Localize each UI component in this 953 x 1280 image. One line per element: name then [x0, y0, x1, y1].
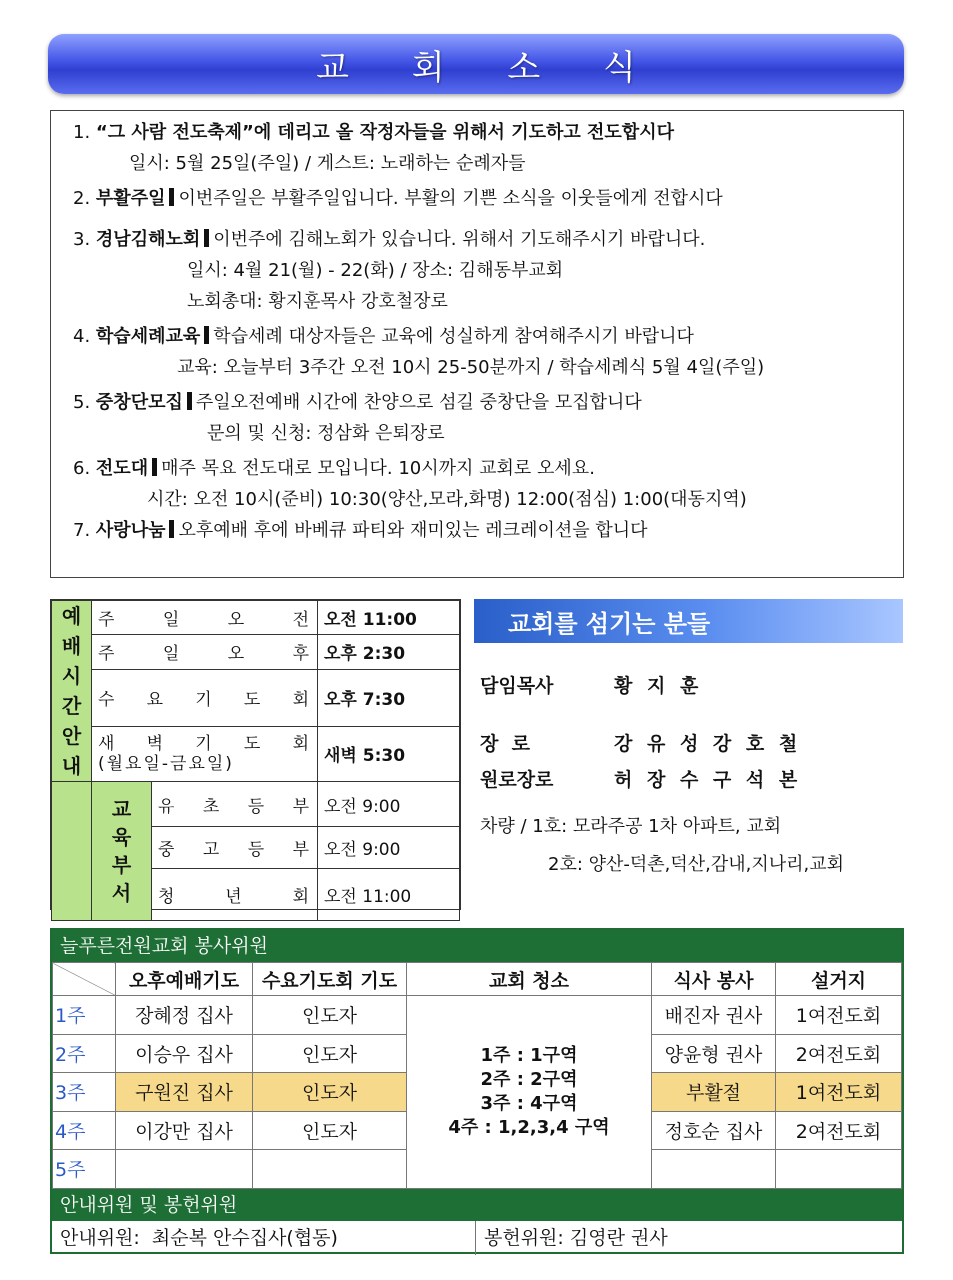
col-header: 설거지 — [776, 963, 902, 996]
cell-wed-prayer: 인도자 — [253, 1111, 407, 1150]
col-header: 수요기도회 기도 — [253, 963, 407, 996]
separator-bar — [187, 392, 192, 410]
guide-title: 안내위원 및 봉헌위원 — [52, 1189, 902, 1221]
news-sub: 문의 및 신청: 정삼화 은퇴장로 — [207, 423, 445, 444]
col-header: 교회 청소 — [407, 963, 652, 996]
separator-bar — [204, 326, 209, 344]
cell-meal: 부활절 — [652, 1073, 776, 1112]
news-text: 오후예배 후에 바베큐 파티와 재미있는 레크레이션을 합니다 — [178, 520, 648, 541]
corner-cell — [53, 963, 116, 996]
news-sub: 일시: 4월 21(월) - 22(화) / 장소: 김해동부교회 — [187, 260, 564, 281]
col-header: 식사 봉사 — [652, 963, 776, 996]
news-banner-title: 교 회 소 식 — [316, 47, 662, 88]
schedule-label: 수 요 기 도 회 — [92, 669, 318, 726]
cell-pm-prayer — [116, 1150, 253, 1189]
schedule-label: 유 초 등 부 — [152, 782, 318, 827]
cell-wed-prayer: 인도자 — [253, 1034, 407, 1073]
cell-dish: 1여전도회 — [776, 996, 902, 1035]
volunteer-table — [52, 962, 902, 1189]
separator-bar — [204, 229, 209, 247]
edu-side-label: 교육부서 — [92, 782, 152, 921]
news-sub: 노회총대: 황지훈목사 강호철장로 — [187, 291, 448, 312]
schedule-label: 주 일 오 전 — [92, 601, 318, 635]
schedule-label: 중 고 등 부 — [152, 827, 318, 869]
volunteer-panel — [50, 928, 904, 1254]
car-route-1: 차량 / 1호: 모라주공 1차 아파트, 교회 — [480, 816, 782, 837]
week-label: 1주 — [53, 996, 116, 1035]
news-text: 이번주일은 부활주일입니다. 부활의 기쁜 소식을 이웃들에게 전합시다 — [178, 188, 723, 209]
news-title: 부활주일 — [95, 188, 166, 209]
cell-pm-prayer: 이승우 집사 — [116, 1034, 253, 1073]
cell-meal: 배진자 권사 — [652, 996, 776, 1035]
cell-pm-prayer: 장혜정 집사 — [116, 996, 253, 1035]
cell-meal: 정호순 집사 — [652, 1111, 776, 1150]
news-item: 4. 학습세례교육 학습세례 대상자들은 교육에 성실하게 참여해주시기 바랍니다 — [73, 326, 694, 347]
cell-wed-prayer — [253, 1150, 407, 1189]
schedule-time: 오전 11:00 — [318, 869, 460, 921]
worship-schedule — [50, 599, 461, 910]
guide-row — [52, 1221, 902, 1255]
news-title: 학습세례교육 — [95, 326, 201, 347]
schedule-label: 청 년 회 — [152, 869, 318, 921]
news-text: 학습세례 대상자들은 교육에 성실하게 참여해주시기 바랍니다 — [213, 326, 694, 347]
volunteer-title: 늘푸른전원교회 봉사위원 — [52, 930, 902, 962]
news-item: 3. 경남김해노회 이번주에 김해노회가 있습니다. 위해서 기도해주시기 바랍니다. — [73, 229, 706, 250]
servers-header — [474, 599, 903, 643]
news-sub: 교육: 오늘부터 3주간 오전 10시 25-50분까지 / 학습세례식 5월 4일(주일) — [177, 357, 765, 378]
schedule-time: 오후 7:30 — [318, 669, 460, 726]
schedule-label: 새 벽 기 도 회 (월요일-금요일) — [92, 726, 318, 781]
worship-side-fill — [52, 782, 92, 921]
news-sub: 일시: 5월 25일(주일) / 게스트: 노래하는 순례자들 — [129, 153, 526, 174]
cleaning-cell: 1주 : 1구역 2주 : 2구역 3주 : 4구역 4주 : 1,2,3,4 구역 — [407, 996, 652, 1189]
cell-pm-prayer: 이강만 집사 — [116, 1111, 253, 1150]
news-title: “그 사람 전도축제”에 데리고 올 작정자들을 위해서 기도하고 전도합시다 — [95, 122, 674, 143]
worship-side-label: 예배시간안내 — [52, 601, 92, 782]
news-box — [50, 110, 904, 578]
news-text: 주일오전예배 시간에 찬양으로 섬길 중창단을 모집합니다 — [195, 392, 642, 413]
news-item: 1. “그 사람 전도축제”에 데리고 올 작정자들을 위해서 기도하고 전도합시다 — [73, 122, 674, 143]
cell-wed-prayer: 인도자 — [253, 1073, 407, 1112]
cell-wed-prayer: 인도자 — [253, 996, 407, 1035]
week-label: 4주 — [53, 1111, 116, 1150]
separator-bar — [152, 458, 157, 476]
cell-meal — [652, 1150, 776, 1189]
car-route-2: 2호: 양산-덕촌,덕산,감내,지나리,교회 — [548, 854, 845, 875]
separator-bar — [169, 520, 174, 538]
news-title: 사랑나눔 — [95, 520, 166, 541]
news-banner — [48, 34, 904, 94]
week-label: 2주 — [53, 1034, 116, 1073]
cell-dish: 1여전도회 — [776, 1073, 902, 1112]
cell-dish: 2여전도회 — [776, 1034, 902, 1073]
schedule-time: 오전 9:00 — [318, 827, 460, 869]
schedule-time: 오후 2:30 — [318, 634, 460, 669]
offering-text: 봉헌위원: 김영란 권사 — [484, 1226, 668, 1249]
schedule-time: 새벽 5:30 — [318, 726, 460, 781]
news-title: 전도대 — [95, 458, 149, 479]
news-title: 중창단모집 — [95, 392, 183, 413]
cell-dish: 2여전도회 — [776, 1111, 902, 1150]
server-row: 장 로 강 유 성 강 호 철 — [480, 733, 802, 755]
week-label: 5주 — [53, 1150, 116, 1189]
cell-pm-prayer: 구원진 집사 — [116, 1073, 253, 1112]
cell-dish — [776, 1150, 902, 1189]
col-header: 오후예배기도 — [116, 963, 253, 996]
cell-meal: 양윤형 권사 — [652, 1034, 776, 1073]
news-text: 이번주에 김해노회가 있습니다. 위해서 기도해주시기 바랍니다. — [213, 229, 706, 250]
news-item: 5. 중창단모집 주일오전예배 시간에 찬양으로 섬길 중창단을 모집합니다 — [73, 392, 642, 413]
server-row: 원로장로 허 장 수 구 석 본 — [480, 769, 802, 791]
week-label: 3주 — [53, 1073, 116, 1112]
news-item: 2. 부활주일 이번주일은 부활주일입니다. 부활의 기쁜 소식을 이웃들에게 전합시다 — [73, 188, 723, 209]
server-row: 담임목사 황 지 훈 — [480, 675, 703, 697]
schedule-label: 주 일 오 후 — [92, 634, 318, 669]
servers-list — [480, 668, 900, 884]
news-title: 경남김해노회 — [95, 229, 201, 250]
news-sub: 시간: 오전 10시(준비) 10:30(양산,모라,화명) 12:00(점심) 1:00(대동지역) — [147, 489, 747, 510]
news-text: 매주 목요 전도대로 모입니다. 10시까지 교회로 오세요. — [161, 458, 595, 479]
schedule-time: 오전 9:00 — [318, 782, 460, 827]
schedule-time: 오전 11:00 — [318, 601, 460, 635]
news-item: 7. 사랑나눔 오후예배 후에 바베큐 파티와 재미있는 레크레이션을 합니다 — [73, 520, 648, 541]
news-item: 6. 전도대 매주 목요 전도대로 모입니다. 10시까지 교회로 오세요. — [73, 458, 595, 479]
servers-title: 교회를 섬기는 분들 — [508, 609, 711, 638]
usher-text: 안내위원: 최순복 안수집사(협동) — [52, 1221, 476, 1255]
separator-bar — [169, 188, 174, 206]
